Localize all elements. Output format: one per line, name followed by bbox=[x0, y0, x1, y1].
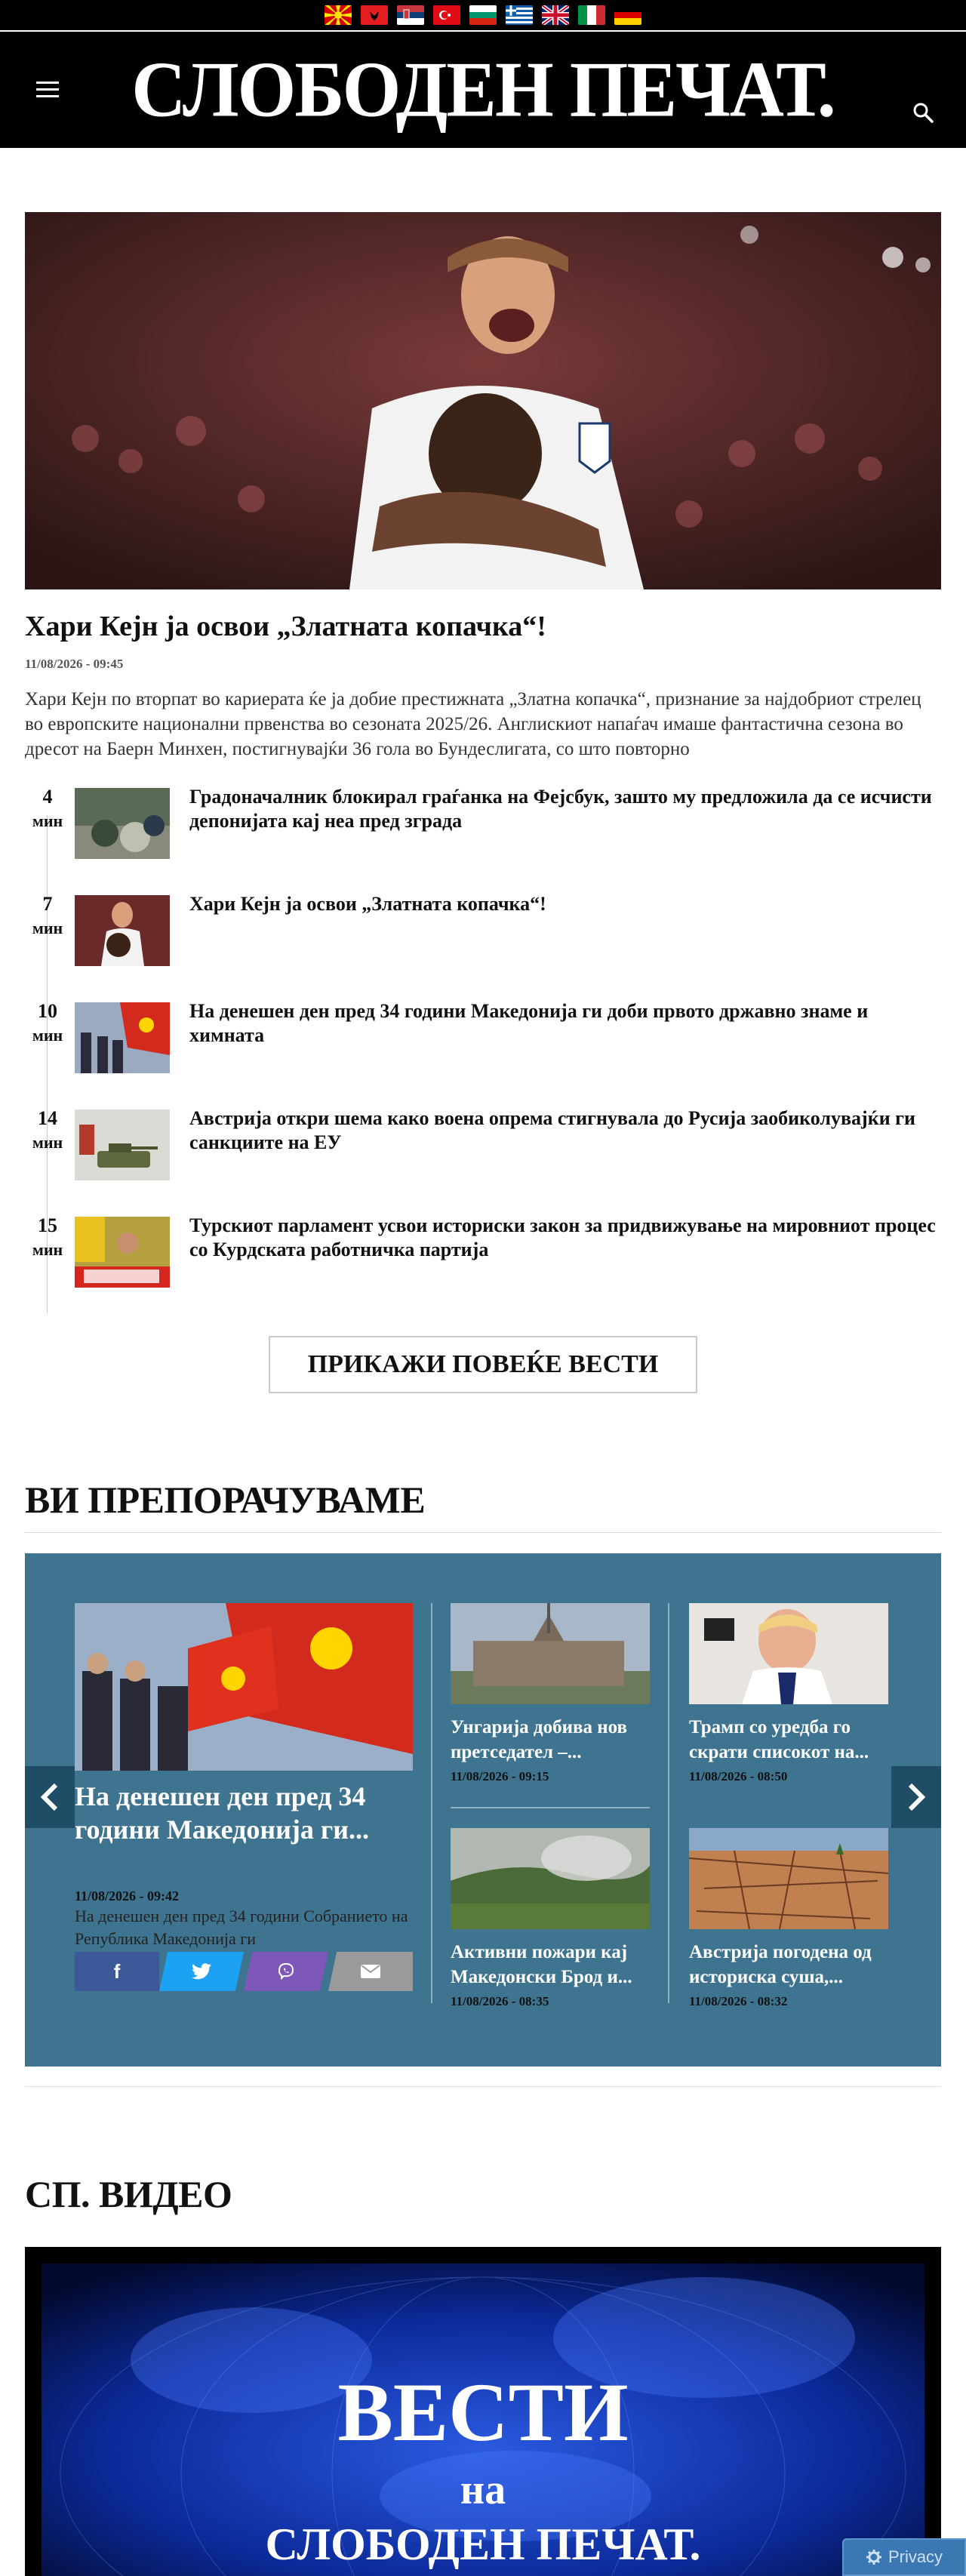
facebook-icon: f bbox=[113, 1959, 121, 1983]
time-ago: 14 мин bbox=[32, 1107, 63, 1152]
hero-excerpt: Хари Кејн по вторпат во кариерата ќе ја добие престижната „Златна копачка“, признание за најдобриот стрелец во европските национални првенства во сезоната 2025/26. Англискиот напаѓач имаше фантастична сезона во дресот на Баерн Минхен, постигнувајќи 36 гола во Бундеслигата, со што повторно bbox=[25, 689, 921, 759]
recommend-main-title[interactable]: На денешен ден пред 34 години Македонија ги... bbox=[75, 1781, 369, 1845]
list-item[interactable] bbox=[25, 1214, 941, 1289]
privacy-button[interactable] bbox=[842, 2538, 966, 2576]
hero-title[interactable]: Хари Кејн ја освои „Златната копачка“! bbox=[25, 611, 546, 642]
search-icon[interactable] bbox=[912, 101, 942, 131]
flag-bulgaria-icon[interactable] bbox=[469, 5, 497, 25]
thumbnail[interactable] bbox=[75, 1217, 170, 1288]
article-title[interactable]: На денешен ден пред 34 години Македонија ги доби првото државно знаме и химната bbox=[189, 1000, 869, 1046]
carousel-prev-button[interactable] bbox=[25, 1766, 75, 1828]
video-player[interactable] bbox=[25, 2247, 941, 2576]
flag-germany-icon[interactable] bbox=[614, 5, 641, 25]
thumbnail[interactable] bbox=[75, 1002, 170, 1073]
recommend-item[interactable] bbox=[451, 1603, 650, 1784]
facebook-share-button[interactable] bbox=[75, 1952, 159, 1991]
privacy-label: Privacy bbox=[888, 2547, 943, 2566]
twitter-icon bbox=[192, 1963, 211, 1980]
divider bbox=[451, 1807, 650, 1808]
hero-date: 11/08/2026 - 09:45 bbox=[25, 657, 124, 671]
recommend-item-title[interactable]: Трамп со уредба го скрати списокот на... bbox=[689, 1717, 869, 1762]
language-bar bbox=[0, 0, 966, 30]
thumbnail[interactable] bbox=[75, 788, 170, 859]
divider bbox=[25, 2086, 941, 2087]
list-item[interactable] bbox=[25, 785, 941, 860]
article-title[interactable]: Хари Кејн ја освои „Златната копачка“! bbox=[189, 893, 546, 915]
flag-uk-icon[interactable] bbox=[542, 5, 569, 25]
recommend-item[interactable] bbox=[689, 1603, 888, 1784]
carousel-next-button[interactable] bbox=[891, 1766, 941, 1828]
flag-macedonia-icon[interactable] bbox=[325, 5, 352, 25]
time-ago: 4 мин bbox=[32, 786, 63, 830]
flag-turkey-icon[interactable] bbox=[433, 5, 460, 25]
time-ago: 10 мин bbox=[32, 1000, 63, 1045]
recommend-item[interactable] bbox=[451, 1828, 650, 2009]
thumbnail[interactable] bbox=[75, 1109, 170, 1180]
share-bar bbox=[75, 1952, 413, 1991]
flag-greece-icon[interactable] bbox=[506, 5, 533, 25]
article-title[interactable]: Турскиот парламент усвои историски закон за придвижување на мировниот процес со Курдската работничка партија bbox=[189, 1214, 936, 1260]
recommend-item-date: 11/08/2026 - 09:15 bbox=[451, 1769, 549, 1784]
site-header bbox=[0, 30, 966, 148]
show-more-button[interactable]: ПРИКАЖИ ПОВЕЌЕ ВЕСТИ bbox=[269, 1336, 697, 1393]
divider bbox=[25, 1532, 941, 1533]
recommend-main-date: 11/08/2026 - 09:42 bbox=[75, 1888, 179, 1904]
recommend-item-date: 11/08/2026 - 08:50 bbox=[689, 1769, 788, 1784]
recommend-main-image[interactable] bbox=[75, 1603, 413, 1771]
mail-icon bbox=[361, 1965, 380, 1978]
article-title[interactable]: Градоначалник блокирал граѓанка на Фејсбук, зашто му предложила да се исчисти депонијата кај неа пред зграда bbox=[189, 786, 932, 832]
thumbnail[interactable] bbox=[75, 895, 170, 966]
list-item[interactable] bbox=[25, 892, 941, 968]
chevron-left-icon bbox=[39, 1782, 60, 1812]
video-title-line2: на bbox=[460, 2467, 506, 2513]
section-title-video: СП. ВИДЕО bbox=[25, 2173, 232, 2215]
twitter-share-button[interactable] bbox=[159, 1952, 244, 1991]
chevron-right-icon bbox=[906, 1782, 927, 1812]
time-ago: 15 мин bbox=[32, 1214, 63, 1259]
article-title[interactable]: Австрија откри шема како воена опрема стигнувала до Русија заобиколувајќи ги санкциите на ЕУ bbox=[189, 1107, 915, 1153]
recommend-item[interactable] bbox=[689, 1828, 888, 2009]
recommend-item-image[interactable] bbox=[689, 1603, 888, 1704]
recommend-item-date: 11/08/2026 - 08:32 bbox=[689, 1994, 788, 2008]
viber-icon bbox=[277, 1962, 295, 1980]
list-item[interactable] bbox=[25, 999, 941, 1075]
gear-icon bbox=[866, 2549, 882, 2565]
video-title-line1: ВЕСТИ bbox=[337, 2366, 629, 2458]
recommend-item-image[interactable] bbox=[689, 1828, 888, 1929]
viber-share-button[interactable] bbox=[244, 1952, 328, 1991]
email-share-button[interactable] bbox=[328, 1952, 413, 1991]
recommend-item-image[interactable] bbox=[451, 1603, 650, 1704]
list-item[interactable] bbox=[25, 1106, 941, 1182]
time-ago: 7 мин bbox=[32, 893, 63, 937]
hero-image[interactable] bbox=[25, 212, 941, 589]
flag-albania-icon[interactable] bbox=[361, 5, 388, 25]
divider bbox=[668, 1603, 669, 2003]
recommend-item-title[interactable]: Унгарија добива нов претседател –... bbox=[451, 1717, 628, 1762]
recommend-item-title[interactable]: Австрија погодена од историска суша,... bbox=[689, 1942, 872, 1987]
section-title-recommend: ВИ ПРЕПОРАЧУВАМЕ bbox=[25, 1479, 426, 1521]
video-title-line3: СЛОБОДЕН ПЕЧАТ. bbox=[265, 2519, 701, 2569]
recommend-item-title[interactable]: Активни пожари кај Македонски Брод и... bbox=[451, 1942, 632, 1987]
site-logo[interactable]: СЛОБОДЕН ПЕЧАТ. bbox=[131, 45, 835, 134]
recommend-carousel bbox=[25, 1553, 941, 2067]
recommend-main-excerpt: На денешен ден пред 34 години Собранието на Република Македонија ги bbox=[75, 1907, 408, 1948]
recommend-item-image[interactable] bbox=[451, 1828, 650, 1929]
divider bbox=[431, 1603, 432, 2003]
flag-serbia-icon[interactable] bbox=[397, 5, 424, 25]
recommend-item-date: 11/08/2026 - 08:35 bbox=[451, 1994, 549, 2008]
flag-italy-icon[interactable] bbox=[578, 5, 605, 25]
